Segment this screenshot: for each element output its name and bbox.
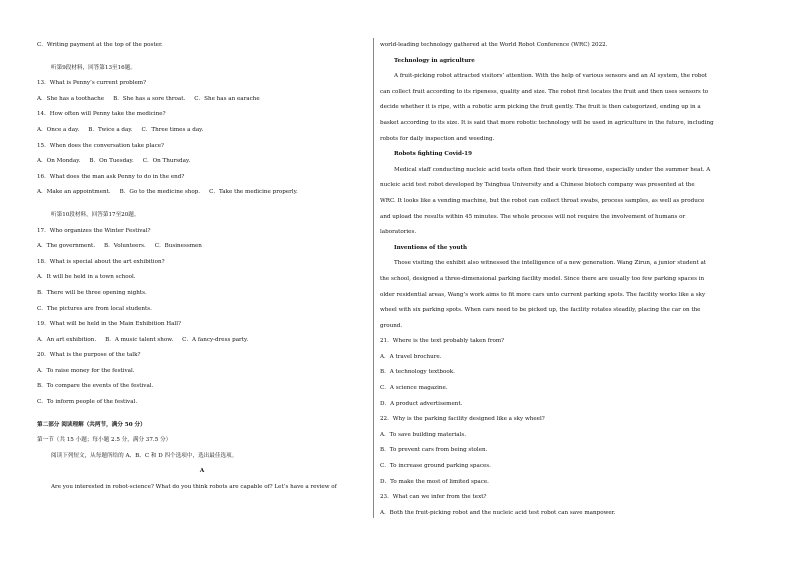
answer-option: C．Take the medicine properly. [209, 189, 298, 196]
text-line: 23．What can we infer from the text? [380, 494, 487, 501]
text-line: 20．What is the purpose of the talk? [37, 352, 141, 359]
text-line: 18．What is special about the art exhibition? [37, 258, 165, 265]
spacer [37, 54, 367, 61]
passage-label: A [199, 468, 205, 475]
answer-option: B．On Tuesday. [89, 158, 134, 165]
answer-options-row [37, 154, 367, 170]
text-line: B．A technology textbook. [380, 369, 455, 376]
text-line: Are you interested in robot-science? What do you think robots are capable of? Let’s have a review of [51, 484, 337, 491]
answer-option: B．A music talent show. [105, 336, 174, 343]
text-line: laboratories. [380, 229, 417, 236]
text-line: 听第10段材料，回答第17至20题。 [51, 211, 140, 218]
answer-option: B．Go to the medicine shop. [119, 189, 201, 196]
text-line: 阅读下列短文，从每题所给的 A、B、C 和 D 四个选项中，选出最佳选项。 [51, 452, 238, 459]
answer-options-row [37, 123, 367, 139]
text-line: A．To raise money for the festival. [37, 367, 135, 374]
answer-option: A．She has a toothache [37, 95, 105, 102]
text-line: C．A science magazine. [380, 385, 448, 392]
right-column [380, 38, 714, 521]
text-line: wheel with six parking spots. When cars need to be picked up, the facility rotates steadily, placing the car on the [380, 307, 701, 314]
text-line: B．There will be three opening nights. [37, 289, 147, 296]
text-line: Those visiting the exhibit also witnessed the intelligence of a new generation. Wang Zirun, a junior student at [394, 260, 707, 267]
text-line: ground. [380, 322, 403, 329]
text-line: 15．When does the conversation take place? [37, 142, 165, 149]
answer-option: A．An art exhibition. [37, 336, 97, 343]
text-line: basket according to its size. It is said that more robotic technology will be used in agriculture in the future, including [380, 119, 714, 126]
answer-options-row [37, 92, 367, 108]
answer-option: B．She has a sore throat. [113, 95, 186, 102]
text-line: A．A travel brochure. [380, 353, 442, 360]
text-line: D．A product advertisement. [380, 400, 463, 407]
text-line: C．Writing payment at the top of the poster. [37, 42, 163, 48]
answer-option: C．Three times a day. [141, 126, 204, 133]
answer-options-row [37, 185, 367, 201]
text-line: 16．What does the man ask Penny to do in the end? [37, 173, 185, 180]
text-line: older residential areas, Wang’s work aims to fit more cars unto current parking spots. The facility works like a sky [380, 291, 706, 298]
text-line: can collect fruit according to its ripeness, quality and size. The robot first locates the fruit and then uses sensors to [380, 88, 709, 95]
section-heading: 第二部分 阅读理解（共两节，满分 50 分） [37, 421, 146, 428]
answer-options-row [37, 239, 367, 255]
answer-option: A．Once a day. [37, 126, 80, 133]
text-line: WRC. It looks like a vending machine, but the robot can collect throat swabs, process samples, as well as produce [380, 197, 705, 204]
answer-option: A．Make an appointment. [37, 189, 111, 196]
text-line: decide whether it is ripe, with a robotic arm picking the fruit gently. The fruit is then categorized, ending up in a [380, 104, 701, 111]
text-line: robots for daily inspection and weeding. [380, 135, 495, 142]
text-line: C．The pictures are from local students. [37, 305, 152, 312]
text-line: D．To make the most of limited space. [380, 478, 489, 485]
answer-option: A．On Monday. [37, 158, 81, 165]
text-line: A．To save building materials. [380, 431, 467, 438]
answer-option: C．A fancy-dress party. [182, 336, 249, 343]
text-line: 21．Where is the text probably taken from? [380, 338, 505, 345]
text-line: B．To compare the events of the festival. [37, 383, 154, 390]
subheading: Robots fighting Covid-19 [394, 151, 472, 158]
column-divider [373, 38, 374, 518]
text-line: 17．Who organizes the Winter Festival? [37, 227, 151, 234]
text-line: Medical staff conducting nucleic acid tests often find their work tiresome, especially under the summer heat. A [394, 166, 711, 173]
answer-option: A．The government. [37, 243, 95, 250]
answer-option: C．On Thursday. [142, 158, 191, 165]
text-line: A．It will be held in a town school. [37, 274, 136, 281]
text-line: 第一节（共 15 小题；每小题 2.5 分，满分 37.5 分） [37, 437, 172, 444]
text-line: 14．How often will Penny take the medicine? [37, 111, 166, 118]
text-line: world-leading technology gathered at the World Robot Conference (WRC) 2022. [380, 42, 608, 48]
text-line: A fruit-picking robot attracted visitors’ attention. With the help of various sensors and an AI system, the robot [394, 73, 708, 80]
text-line: the school, designed a three-dimensional parking facility model. Since there are usually too few parking spaces in [380, 275, 705, 282]
text-line: 19．What will be held in the Main Exhibition Hall? [37, 321, 182, 328]
answer-options-row [37, 333, 367, 349]
text-line: 听第9段材料，回答第13至16题。 [51, 64, 136, 71]
text-line: A．Both the fruit-picking robot and the nucleic acid test robot can save manpower. [380, 509, 616, 516]
subheading: Inventions of the youth [394, 244, 468, 251]
left-column [37, 38, 367, 496]
text-line: C．To inform people of the festival. [37, 399, 138, 406]
text-line: B．To prevent cars from being stolen. [380, 447, 488, 454]
text-line: and upload the results within 45 minutes. The whole process will not require the involvement of humans or [380, 213, 686, 220]
spacer [37, 411, 367, 418]
answer-option: B．Volunteers. [104, 243, 146, 250]
text-line: 22．Why is the parking facility designed like a sky wheel? [380, 416, 545, 423]
answer-option: C．She has an earache [194, 95, 260, 102]
text-line: C．To increase ground parking spaces. [380, 463, 491, 470]
answer-option: C．Businessmen [154, 243, 202, 250]
text-line: 13．What is Penny’s current problem? [37, 80, 147, 87]
text-line: nucleic acid test robot developed by Tsinghua University and a Chinese biotech company was presented at the [380, 182, 695, 189]
subheading: Technology in agriculture [394, 57, 475, 64]
answer-option: B．Twice a day. [88, 126, 133, 133]
spacer [37, 201, 367, 208]
